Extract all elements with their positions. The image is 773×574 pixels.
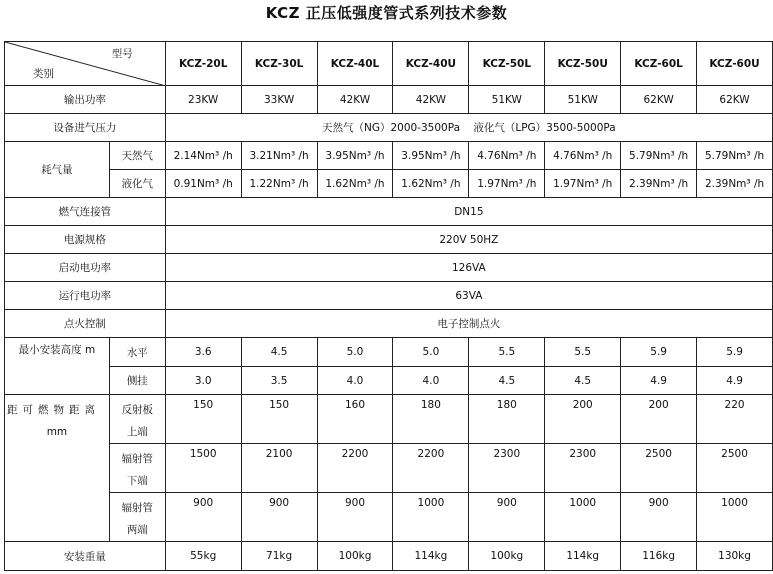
table-cell: 1000 xyxy=(697,493,773,542)
table-cell: 200 xyxy=(621,395,697,444)
sub-label-line1: 反射板 xyxy=(121,404,154,416)
model-header: KCZ-50L xyxy=(469,42,545,86)
row-label: 安装重量 xyxy=(5,542,166,571)
model-header: KCZ-60U xyxy=(697,42,773,86)
table-cell: 150 xyxy=(165,395,241,444)
table-cell: 71kg xyxy=(241,542,317,571)
table-cell: 23KW xyxy=(165,86,241,114)
running-power-row xyxy=(5,282,773,310)
table-cell: 2.39Nm³ /h xyxy=(697,170,773,198)
table-cell: 116kg xyxy=(621,542,697,571)
model-header: KCZ-40U xyxy=(393,42,469,86)
table-cell: 5.9 xyxy=(697,338,773,367)
table-cell: 51KW xyxy=(469,86,545,114)
table-cell: 900 xyxy=(317,493,393,542)
ignition-value: 电子控制点火 xyxy=(165,310,772,338)
sub-label xyxy=(109,493,165,542)
table-cell: 2100 xyxy=(241,444,317,493)
table-cell: 62KW xyxy=(621,86,697,114)
row-label: 最小安装高度 m xyxy=(5,338,110,395)
table-cell: 4.5 xyxy=(469,367,545,395)
distance-label-line2: mm xyxy=(46,426,68,438)
distance-tube-ends-row xyxy=(5,493,773,542)
table-cell: 900 xyxy=(241,493,317,542)
install-height-horizontal-row xyxy=(5,338,773,367)
table-cell: 2.39Nm³ /h xyxy=(621,170,697,198)
table-cell: 100kg xyxy=(469,542,545,571)
table-cell: 0.91Nm³ /h xyxy=(165,170,241,198)
table-cell: 900 xyxy=(469,493,545,542)
table-cell: 3.95Nm³ /h xyxy=(393,142,469,170)
table-cell: 2200 xyxy=(393,444,469,493)
table-cell: 3.21Nm³ /h xyxy=(241,142,317,170)
table-cell: 900 xyxy=(165,493,241,542)
table-cell: 4.9 xyxy=(621,367,697,395)
table-cell: 180 xyxy=(393,395,469,444)
sub-label xyxy=(109,444,165,493)
table-cell: 2200 xyxy=(317,444,393,493)
table-cell: 3.6 xyxy=(165,338,241,367)
sub-label-line1: 辐射管 xyxy=(121,502,154,514)
table-cell: 42KW xyxy=(393,86,469,114)
row-label: 燃气连接管 xyxy=(5,198,166,226)
sub-label: 天然气 xyxy=(109,142,165,170)
table-cell: 4.0 xyxy=(317,367,393,395)
running-power-value: 63VA xyxy=(165,282,772,310)
sub-label-line2: 上端 xyxy=(126,426,148,438)
row-label: 设备进气压力 xyxy=(5,114,166,142)
table-cell: 42KW xyxy=(317,86,393,114)
diagonal-line xyxy=(5,42,165,86)
table-cell: 4.76Nm³ /h xyxy=(545,142,621,170)
page-title: KCZ 正压低强度管式系列技术参数 xyxy=(265,4,508,22)
weight-row xyxy=(5,542,773,571)
table-cell: 62KW xyxy=(697,86,773,114)
row-label: 耗气量 xyxy=(5,142,110,198)
lpg-consumption-row xyxy=(5,170,773,198)
table-cell: 51KW xyxy=(545,86,621,114)
sub-label: 侧挂 xyxy=(109,367,165,395)
header-row xyxy=(5,42,773,86)
install-height-side-row xyxy=(5,367,773,395)
table-cell: 4.76Nm³ /h xyxy=(469,142,545,170)
table-cell: 2300 xyxy=(469,444,545,493)
table-cell: 200 xyxy=(545,395,621,444)
table-cell: 4.5 xyxy=(241,338,317,367)
table-cell: 1.97Nm³ /h xyxy=(469,170,545,198)
table-cell: 4.5 xyxy=(545,367,621,395)
table-cell: 5.79Nm³ /h xyxy=(697,142,773,170)
row-label: 运行电功率 xyxy=(5,282,166,310)
table-cell: 1500 xyxy=(165,444,241,493)
sub-label xyxy=(109,395,165,444)
row-label: 输出功率 xyxy=(5,86,166,114)
table-cell: 2500 xyxy=(697,444,773,493)
sub-label: 水平 xyxy=(109,338,165,367)
sub-label-line2: 下端 xyxy=(126,475,148,487)
corner-category-label: 类别 xyxy=(33,68,54,80)
table-cell: 3.0 xyxy=(165,367,241,395)
table-cell: 3.95Nm³ /h xyxy=(317,142,393,170)
corner-model-label: 型号 xyxy=(111,48,133,60)
startup-power-row xyxy=(5,254,773,282)
row-label: 点火控制 xyxy=(5,310,166,338)
table-cell: 2500 xyxy=(621,444,697,493)
table-cell: 33KW xyxy=(241,86,317,114)
table-cell: 160 xyxy=(317,395,393,444)
table-cell: 4.9 xyxy=(697,367,773,395)
inlet-pressure-row xyxy=(5,114,773,142)
table-cell: 130kg xyxy=(697,542,773,571)
ignition-row xyxy=(5,310,773,338)
corner-cell xyxy=(5,42,166,86)
table-cell: 5.0 xyxy=(317,338,393,367)
distance-reflector-top-row xyxy=(5,395,773,444)
row-label: 电源规格 xyxy=(5,226,166,254)
table-cell: 5.9 xyxy=(621,338,697,367)
distance-tube-bottom-row xyxy=(5,444,773,493)
table-cell: 114kg xyxy=(545,542,621,571)
power-supply-row xyxy=(5,226,773,254)
model-header: KCZ-60L xyxy=(621,42,697,86)
inlet-pressure-value: 天然气（NG）2000-3500Pa 液化气（LPG）3500-5000Pa xyxy=(165,114,772,142)
table-cell: 900 xyxy=(621,493,697,542)
table-cell: 114kg xyxy=(393,542,469,571)
distance-label-line1: 距可燃物距离 xyxy=(7,404,95,416)
row-label xyxy=(5,395,110,542)
model-header: KCZ-40L xyxy=(317,42,393,86)
model-header: KCZ-20L xyxy=(165,42,241,86)
table-cell: 4.0 xyxy=(393,367,469,395)
output-power-row xyxy=(5,86,773,114)
table-cell: 2300 xyxy=(545,444,621,493)
spec-table xyxy=(4,41,773,571)
row-label: 启动电功率 xyxy=(5,254,166,282)
table-cell: 1000 xyxy=(393,493,469,542)
table-cell: 5.0 xyxy=(393,338,469,367)
table-cell: 1000 xyxy=(545,493,621,542)
table-cell: 1.62Nm³ /h xyxy=(317,170,393,198)
sub-label-line2: 两端 xyxy=(126,524,148,536)
table-cell: 150 xyxy=(241,395,317,444)
table-cell: 1.97Nm³ /h xyxy=(545,170,621,198)
gas-connection-row xyxy=(5,198,773,226)
table-cell: 5.5 xyxy=(469,338,545,367)
sub-label-line1: 辐射管 xyxy=(121,453,154,465)
table-cell: 5.5 xyxy=(545,338,621,367)
model-header: KCZ-50U xyxy=(545,42,621,86)
model-header: KCZ-30L xyxy=(241,42,317,86)
table-cell: 55kg xyxy=(165,542,241,571)
table-cell: 2.14Nm³ /h xyxy=(165,142,241,170)
table-cell: 5.79Nm³ /h xyxy=(621,142,697,170)
startup-power-value: 126VA xyxy=(165,254,772,282)
table-cell: 1.62Nm³ /h xyxy=(393,170,469,198)
natural-gas-consumption-row xyxy=(5,142,773,170)
sub-label: 液化气 xyxy=(109,170,165,198)
gas-connection-value: DN15 xyxy=(165,198,772,226)
table-cell: 100kg xyxy=(317,542,393,571)
table-cell: 180 xyxy=(469,395,545,444)
table-cell: 220 xyxy=(697,395,773,444)
power-supply-value: 220V 50HZ xyxy=(165,226,772,254)
table-cell: 1.22Nm³ /h xyxy=(241,170,317,198)
table-cell: 3.5 xyxy=(241,367,317,395)
